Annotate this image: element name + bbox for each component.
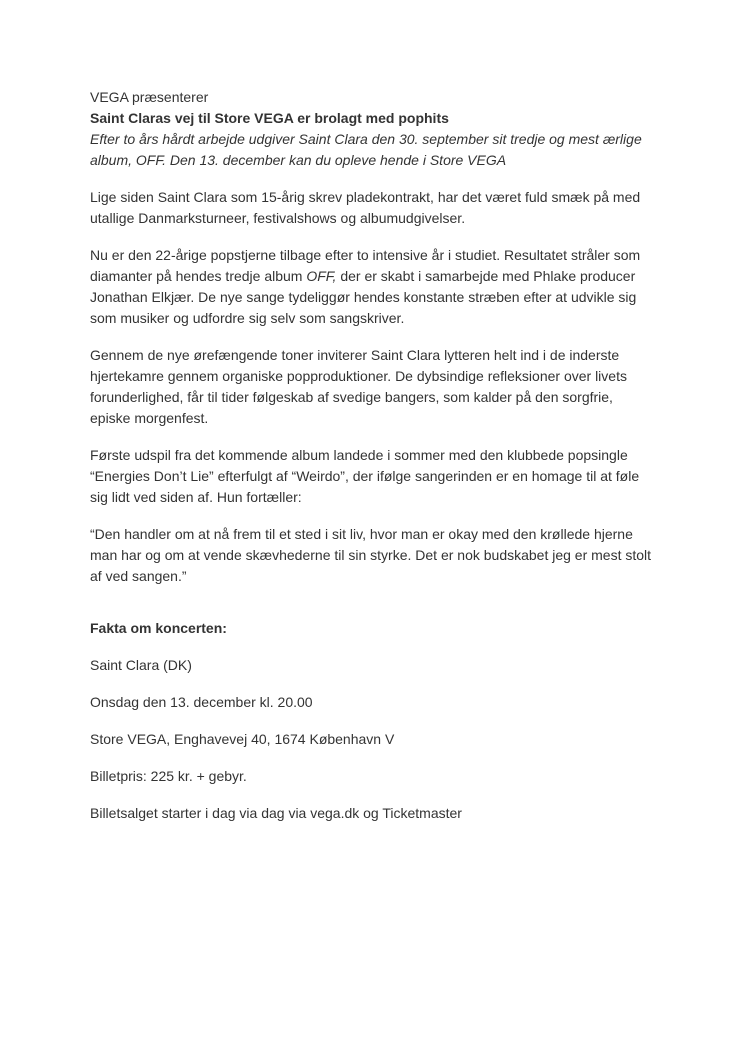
paragraph-quote [90,524,656,587]
press-release-document [90,87,656,824]
paragraph-text: Gennem de nye ørefængende toner inviterer Saint Clara lytteren helt ind i de inderste hjertekamre gennem organiske popproduktioner. De dybsindige refleksioner over livets forunderlighed, får til tider følgeskab af svedige bangers, som kalder på den sorgfrie, episke morgenfest. [90,347,627,426]
paragraph-sound [90,345,656,429]
facts-date: Onsdag den 13. december kl. 20.00 [90,694,313,710]
subheadline: Efter to års hårdt arbejde udgiver Saint Clara den 30. september sit tredje og mest ærlige album, OFF. Den 13. december kan du opleve hende i Store VEGA [90,131,642,168]
facts-artist: Saint Clara (DK) [90,657,192,673]
album-title-italic: OFF, [306,268,337,284]
facts-price: Billetpris: 225 kr. + gebyr. [90,768,247,784]
paragraph-text: Lige siden Saint Clara som 15-årig skrev pladekontrakt, har det været fuld smæk på med utallige Danmarksturneer, festivalshows og albumudgivelser. [90,189,641,226]
paragraph-text: Første udspil fra det kommende album landede i sommer med den klubbede popsingle “Energies Don’t Lie” efterfulgt af “Weirdo”, der ifølge sangerinden er en homage til at føle sig lidt ved siden af. Hun fortæller: [90,447,640,505]
headline: Saint Claras vej til Store VEGA er brolagt med pophits [90,110,449,126]
paragraph-album [90,245,656,329]
paragraph-intro [90,187,656,229]
paragraph-text: Nu er den 22-årige popstjerne tilbage efter to intensive år i studiet. Resultatet stråler som diamanter på hendes tredje album [90,247,641,284]
facts-venue: Store VEGA, Enghavevej 40, 1674 København V [90,731,395,747]
paragraph-text: der er skabt i samarbejde med Phlake producer Jonathan Elkjær. De nye sange tydeliggør hendes konstante stræben efter at udvikle sig som musiker og udfordre sig selv som sangskriver. [90,268,637,326]
concert-facts [90,618,656,824]
facts-tickets: Billetsalget starter i dag via dag via vega.dk og Ticketmaster [90,805,462,821]
paragraph-singles [90,445,656,508]
document-header [90,87,656,171]
facts-heading: Fakta om koncerten: [90,620,227,636]
quote-text: “Den handler om at nå frem til et sted i sit liv, hvor man er okay med den krøllede hjerne man har og om at vende skævhederne til sin styrke. Det er nok budskabet jeg er mest stolt af ved sangen.” [90,526,652,584]
presenter-line: VEGA præsenterer [90,89,209,105]
